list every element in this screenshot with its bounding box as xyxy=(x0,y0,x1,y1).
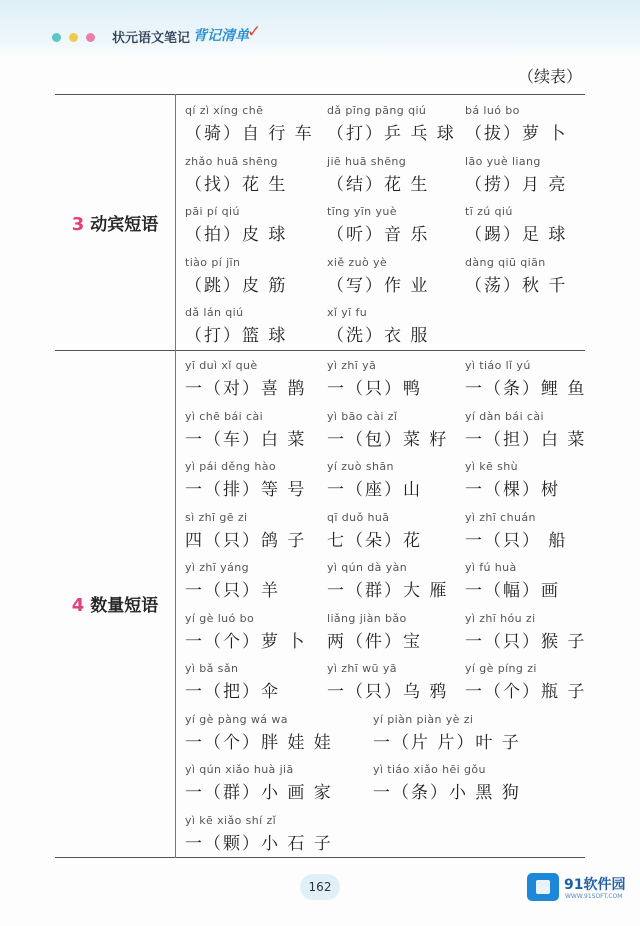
table-top-border xyxy=(55,94,585,95)
phrase-hanzi: （打）乒 乓 球 xyxy=(327,124,456,144)
phrase-hanzi: 一（条）小 黑 狗 xyxy=(373,783,521,803)
phrase-hanzi: 一（对）喜 鹊 xyxy=(185,379,307,399)
phrase-pinyin: yí zuò shān xyxy=(327,460,394,473)
phrase-pinyin: yì qún xiǎo huà jiā xyxy=(185,763,294,776)
phrase-item xyxy=(327,511,422,551)
phrase-hanzi: （捞）月 亮 xyxy=(465,174,568,195)
header-band xyxy=(0,0,640,58)
phrase-item xyxy=(327,359,422,399)
phrase-hanzi: 一（包）菜 籽 xyxy=(327,429,449,450)
phrase-item xyxy=(185,359,306,399)
phrase-item xyxy=(373,763,521,803)
phrase-hanzi: （跳）皮 筋 xyxy=(185,275,288,296)
dot-pink xyxy=(86,33,95,42)
phrase-pinyin: yì kē shù xyxy=(465,460,518,473)
phrase-item xyxy=(327,306,429,346)
phrase-pinyin: yì zhī hóu zi xyxy=(465,611,536,625)
phrase-pinyin: yí gè luó bo xyxy=(185,611,255,625)
phrase-pinyin: yì zhī wū yā xyxy=(327,662,397,675)
phrase-item xyxy=(185,256,287,296)
phrase-item xyxy=(185,561,280,601)
phrase-pinyin: yì pái děng hào xyxy=(185,460,276,473)
phrase-hanzi: （骑）自 行 车 xyxy=(185,124,314,144)
phrase-pinyin: yì zhī chuán xyxy=(465,510,536,524)
phrase-hanzi: 一（幅）画 xyxy=(465,581,560,601)
phrase-item xyxy=(327,460,422,500)
phrase-hanzi: 一（把）伞 xyxy=(185,682,280,702)
category-quantity xyxy=(55,591,175,616)
phrase-item xyxy=(465,561,560,601)
phrase-item xyxy=(185,713,333,753)
phrase-hanzi: 一（只）鸭 xyxy=(327,379,422,399)
phrase-pinyin: yí gè pàng wá wa xyxy=(185,712,288,726)
phrase-pinyin: yì bāo cài zǐ xyxy=(327,409,398,423)
phrase-item xyxy=(465,662,586,702)
section-divider xyxy=(55,350,585,351)
phrase-item xyxy=(327,662,448,702)
phrase-item xyxy=(327,410,448,450)
phrase-hanzi: 七（朵）花 xyxy=(327,530,422,551)
phrase-hanzi: 一（只） 船 xyxy=(465,530,568,551)
phrase-table xyxy=(55,94,585,858)
phrase-item xyxy=(185,511,306,551)
phrase-hanzi: 一（棵）树 xyxy=(465,480,560,500)
phrase-hanzi: 一（只）乌 鸦 xyxy=(327,682,449,702)
watermark-logo-icon xyxy=(527,873,559,901)
phrase-item xyxy=(185,460,306,500)
phrase-item xyxy=(185,155,287,195)
phrase-item xyxy=(373,713,521,753)
check-icon: ✓ xyxy=(247,22,262,42)
category-label: 动宾短语 xyxy=(90,215,159,235)
phrase-hanzi: 一（担）白 菜 xyxy=(465,429,587,450)
phrase-hanzi: 一（个）瓶 子 xyxy=(465,682,587,702)
phrase-hanzi: 一（个）萝 卜 xyxy=(185,631,307,652)
phrase-pinyin: dàng qiū qiān xyxy=(465,255,546,269)
phrase-hanzi: 一（颗）小 石 子 xyxy=(185,833,333,854)
phrase-pinyin: lāo yuè liang xyxy=(465,154,541,168)
phrase-hanzi: 一（车）白 菜 xyxy=(185,429,307,450)
phrase-item xyxy=(185,763,333,803)
phrase-pinyin: liǎng jiàn bǎo xyxy=(327,611,407,625)
continued-label: （续表） xyxy=(517,67,582,86)
phrase-hanzi: （荡）秋 千 xyxy=(465,275,568,296)
phrase-pinyin: jiē huā shēng xyxy=(327,154,407,168)
phrase-hanzi: 两（件）宝 xyxy=(327,631,422,652)
phrase-item xyxy=(465,612,586,652)
phrase-hanzi: 一（个）胖 娃 娃 xyxy=(185,732,333,753)
phrase-item xyxy=(185,662,280,702)
phrase-item xyxy=(185,104,314,144)
phrase-item xyxy=(327,612,422,652)
phrase-item xyxy=(185,205,287,245)
phrase-item xyxy=(465,104,567,144)
phrase-hanzi: （听）音 乐 xyxy=(327,225,430,245)
category-number: 3 xyxy=(71,214,85,235)
phrase-pinyin: yì zhī yā xyxy=(327,359,377,372)
phrase-pinyin: tī zú qiú xyxy=(465,205,513,218)
phrase-item xyxy=(465,460,560,500)
phrase-pinyin: yí dàn bái cài xyxy=(465,409,544,423)
phrase-pinyin: qī duǒ huā xyxy=(327,510,390,524)
phrase-pinyin: yí piàn piàn yè zi xyxy=(373,712,474,726)
phrase-item xyxy=(327,561,448,601)
phrase-hanzi: 一（条）鲤 鱼 xyxy=(465,379,587,399)
book-subtitle: 背记清单 xyxy=(193,28,249,44)
phrase-hanzi: （拔）萝 卜 xyxy=(465,124,568,144)
category-label: 数量短语 xyxy=(90,596,159,616)
phrase-hanzi: 一（座）山 xyxy=(327,480,422,500)
phrase-pinyin: xiě zuò yè xyxy=(327,255,388,269)
phrase-hanzi: 四（只）鸽 子 xyxy=(185,530,307,551)
phrase-hanzi: （写）作 业 xyxy=(327,275,430,296)
phrase-pinyin: yì tiáo xiǎo hēi gǒu xyxy=(373,763,486,776)
watermark-url: WWW.91SOFT.COM xyxy=(565,893,623,900)
phrase-pinyin: sì zhī gē zi xyxy=(185,510,248,524)
phrase-pinyin: yī duì xǐ què xyxy=(185,359,258,372)
phrase-pinyin: pāi pí qiú xyxy=(185,205,240,218)
phrase-pinyin: dǎ lán qiú xyxy=(185,306,244,319)
phrase-item xyxy=(465,511,567,551)
phrase-pinyin: yì fú huà xyxy=(465,561,517,574)
phrase-pinyin: yí gè píng zi xyxy=(465,662,537,675)
phrase-pinyin: zhǎo huā shēng xyxy=(185,154,278,168)
phrase-item xyxy=(465,410,586,450)
phrase-item xyxy=(465,256,567,296)
phrase-hanzi: 一（群）大 雁 xyxy=(327,581,449,601)
phrase-item xyxy=(465,155,567,195)
phrase-pinyin: qí zì xíng chē xyxy=(185,104,264,117)
phrase-hanzi: （洗）衣 服 xyxy=(327,326,430,346)
book-title: 状元语文笔记 xyxy=(112,31,191,46)
phrase-pinyin: yì chē bái cài xyxy=(185,409,264,423)
phrase-pinyin: xǐ yī fu xyxy=(327,306,368,319)
phrase-hanzi: 一（群）小 画 家 xyxy=(185,783,333,803)
phrase-hanzi: 一（只）羊 xyxy=(185,581,280,601)
phrase-pinyin: bá luó bo xyxy=(465,104,520,117)
phrase-item xyxy=(465,205,567,245)
category-number: 4 xyxy=(71,595,85,616)
watermark-text: 91软件园 xyxy=(564,877,626,893)
phrase-hanzi: 一（片 片）叶 子 xyxy=(373,732,521,753)
phrase-hanzi: （拍）皮 球 xyxy=(185,225,288,245)
phrase-hanzi: 一（只）猴 子 xyxy=(465,631,587,652)
phrase-pinyin: yì zhī yáng xyxy=(185,561,249,574)
phrase-pinyin: yì bǎ sǎn xyxy=(185,662,239,675)
phrase-item xyxy=(185,814,333,854)
phrase-pinyin: yì kē xiǎo shí zǐ xyxy=(185,813,277,827)
phrase-hanzi: （踢）足 球 xyxy=(465,225,568,245)
table-bottom-border xyxy=(55,857,585,858)
phrase-item xyxy=(185,306,287,346)
phrase-hanzi: （打）篮 球 xyxy=(185,326,288,346)
phrase-pinyin: tīng yīn yuè xyxy=(327,205,397,218)
phrase-item xyxy=(465,359,586,399)
phrase-pinyin: yì qún dà yàn xyxy=(327,561,408,574)
phrase-hanzi: （找）花 生 xyxy=(185,174,288,195)
phrase-item xyxy=(185,410,306,450)
phrase-item xyxy=(327,205,429,245)
phrase-hanzi: 一（排）等 号 xyxy=(185,480,307,500)
page-number: 162 xyxy=(300,874,340,900)
phrase-item xyxy=(327,256,429,296)
phrase-pinyin: dǎ pīng pāng qiú xyxy=(327,104,427,117)
phrase-pinyin: yì tiáo lǐ yú xyxy=(465,359,531,372)
dot-teal xyxy=(52,33,61,42)
phrase-hanzi: （结）花 生 xyxy=(327,174,430,195)
category-column-divider xyxy=(175,94,176,858)
category-verb-object xyxy=(55,210,175,235)
header-dots xyxy=(52,33,95,42)
phrase-item xyxy=(327,104,456,144)
phrase-item xyxy=(185,612,306,652)
phrase-item xyxy=(327,155,429,195)
dot-yellow xyxy=(69,33,78,42)
phrase-pinyin: tiào pí jīn xyxy=(185,255,241,269)
